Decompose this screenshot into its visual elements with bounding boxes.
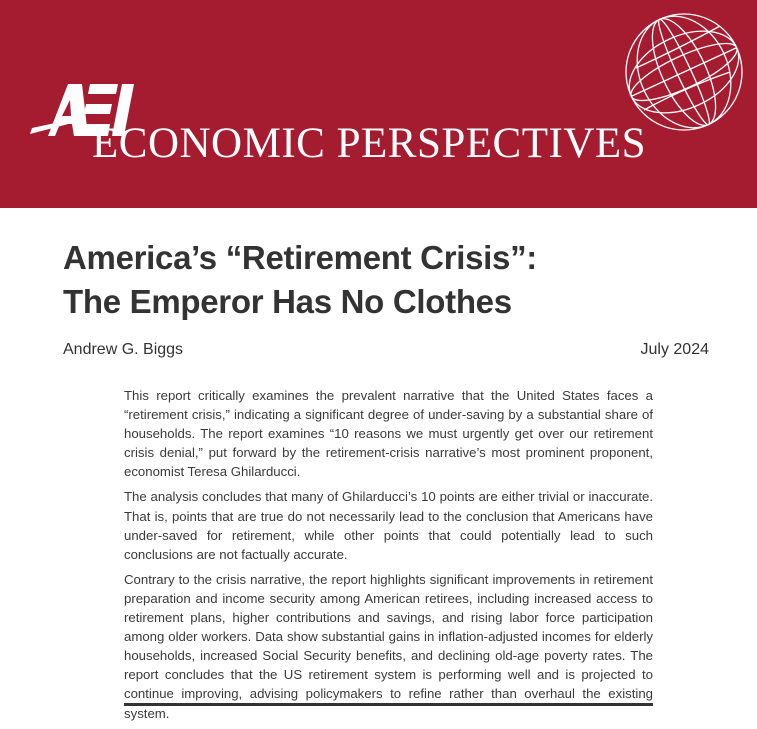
report-title-line-2: The Emperor Has No Clothes xyxy=(63,283,512,320)
abstract-paragraph: Contrary to the crisis narrative, the report highlights significant improvements in retirement preparation and income security among American retirees, including increased access to retirement plans, higher contributions and savings, and rising labor force participation among older workers. Data show substantial gains in inflation-adjusted incomes for elderly households, increased Social Security benefits, and declining old-age poverty rates. The report concludes that the US retirement system is performing well and is projected to continue improving, advising policymakers to refine rather than overhaul the existing system. xyxy=(124,571,653,721)
abstract-paragraph: The analysis concludes that many of Ghilarducci’s 10 points are either trivial or inaccurate. That is, points that are true do not necessarily lead to the conclusion that Americans have under-saved for retirement, while other points that could potentially lead to such conclusions are not factually accurate. xyxy=(124,489,653,562)
divider xyxy=(124,703,653,706)
series-title: ECONOMIC PERSPECTIVES xyxy=(92,120,647,167)
abstract xyxy=(124,386,653,729)
author-name: Andrew G. Biggs xyxy=(63,341,184,358)
abstract-paragraph: This report critically examines the prevalent narrative that the United States faces a “retirement crisis,” indicating a significant degree of under-saving by a substantial share of households. The report examines “10 reasons we must urgently get over our retirement crisis denial,” put forward by the retirement-crisis narrative’s most prominent proponent, economist Teresa Ghilarducci. xyxy=(124,388,653,480)
header-banner xyxy=(0,0,757,208)
report-title-line-1: America’s “Retirement Crisis”: xyxy=(63,239,537,276)
report-title xyxy=(63,236,703,324)
globe-icon xyxy=(622,10,746,134)
publication-date: July 2024 xyxy=(640,341,709,358)
